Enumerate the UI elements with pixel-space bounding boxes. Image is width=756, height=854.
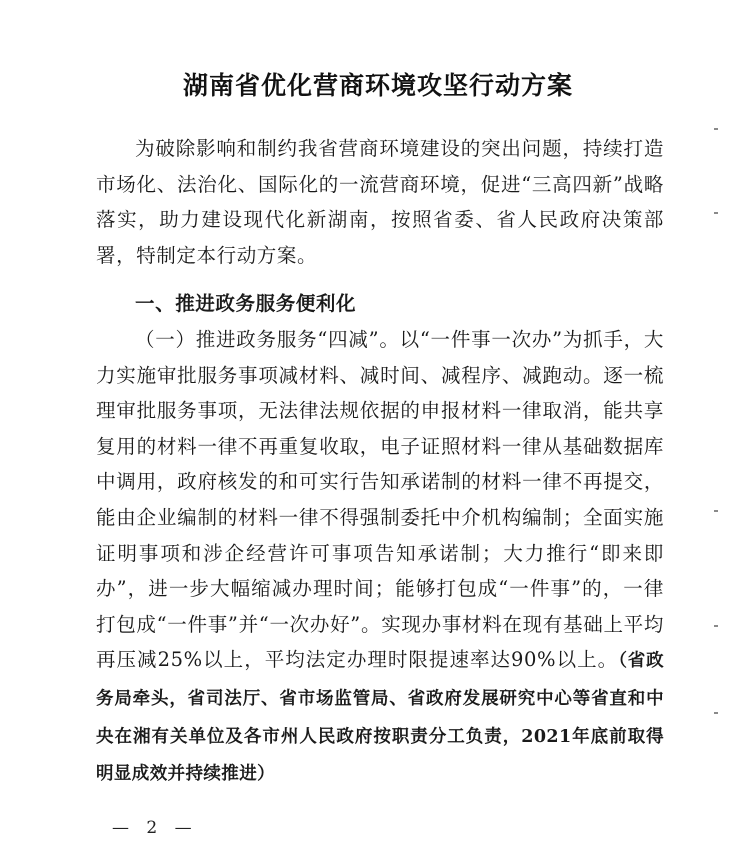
page-number: — 2 — [112, 818, 198, 838]
document-title: 湖南省优化营商环境攻坚行动方案 [182, 71, 573, 100]
scan-margin-mark [714, 128, 718, 130]
scan-margin-mark [714, 212, 718, 214]
section-heading: 一、推进政务服务便利化 [135, 292, 357, 315]
item-one-text: （一）推进政务服务“四减”。以“一件事一次办”为抓手，大力实施审批服务事项减材料、减时间、减程序、减跑动。逐一梳理审批服务事项，无法律法规依据的申报材料一律取消，能共享复用的材料一律不再重复收取，电子证照材料一律从基础数据库中调用，政府核发的和可实行告知承诺制的材料一律不再提交，能由企业编制的材料一律不得强制委托中介机构编制；全面实施证明事项和涉企经营许可事项告知承诺制；大力推行“即来即办”，进一步大幅缩减办理时间；能够打包成“一件事”的，一律打包成“一件事”并“一次办好”。实现办事材料在现有基础上平均再压减25%以上，平均法定办理时限提速率达90%以上。 [96, 328, 664, 672]
item-one-responsibility-note: （省政务局牵头，省司法厅、省市场监管局、省政府发展研究中心等省直和中央在湘有关单位及各市州人民政府按职责分工负责，2021年底前取得明显成效并持续推进） [96, 651, 664, 785]
scan-margin-mark [714, 712, 718, 714]
item-one-paragraph [96, 322, 664, 793]
scan-margin-mark [714, 510, 718, 512]
intro-paragraph: 为破除影响和制约我省营商环境建设的突出问题，持续打造市场化、法治化、国际化的一流营商环境，促进“三高四新”战略落实，助力建设现代化新湖南，按照省委、省人民政府决策部署，特制定本行动方案。 [96, 137, 664, 267]
scan-margin-mark [714, 625, 718, 627]
